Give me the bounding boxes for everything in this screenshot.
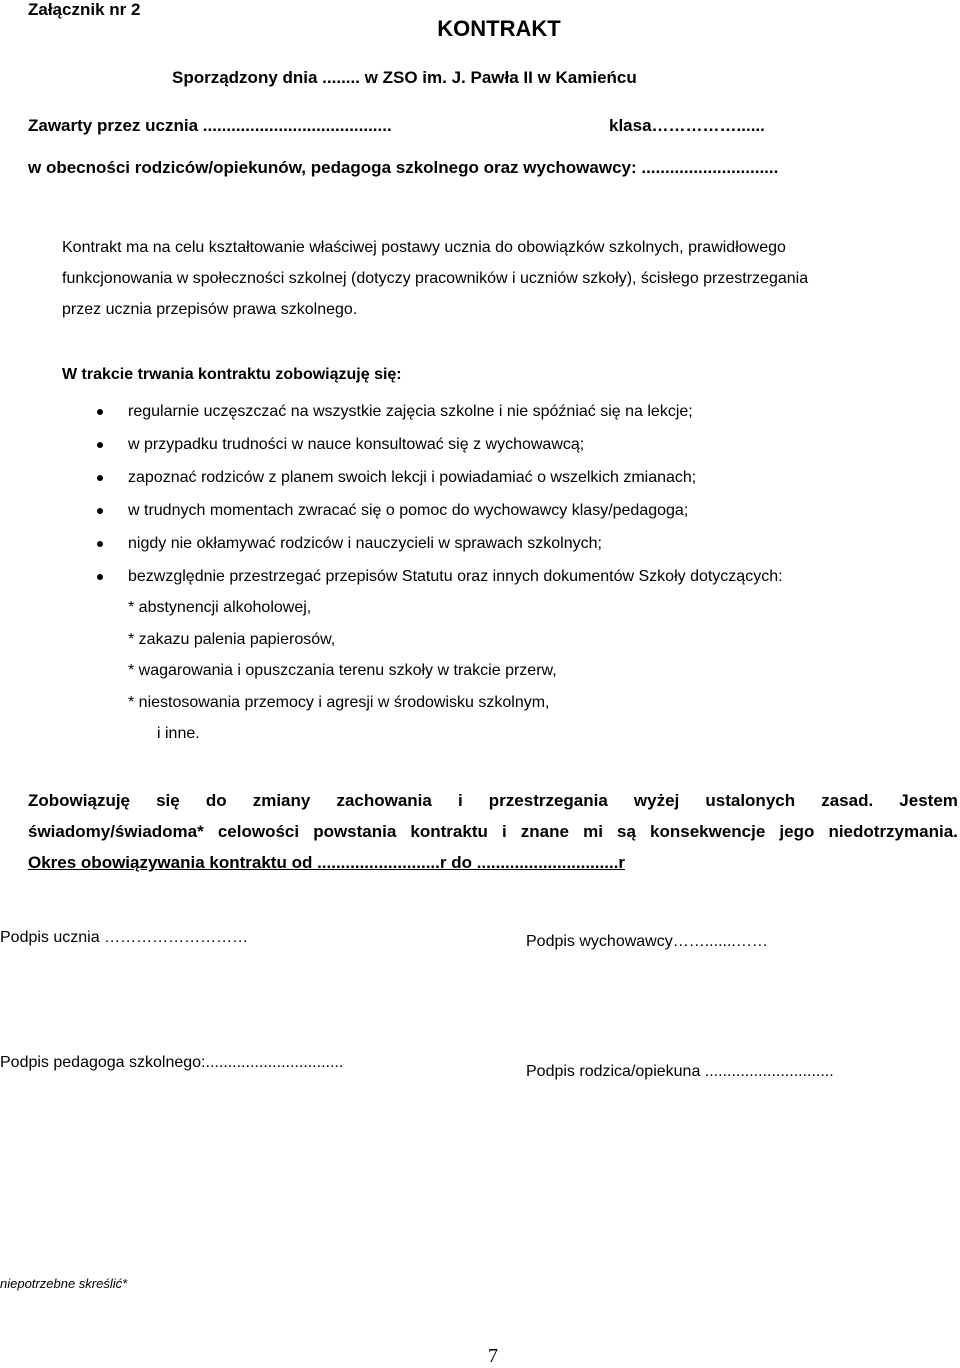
declaration-word: Jestem [899, 791, 958, 810]
declaration-word: są [617, 822, 636, 841]
list-item: regularnie uczęszczać na wszystkie zajęcia szkolne i nie spóźniać się na lekcje; [96, 396, 783, 429]
declaration-word: powstania [313, 822, 397, 841]
declaration-word: kontraktu [410, 822, 488, 841]
declaration-word: znane [520, 822, 569, 841]
declaration-word: celowości [217, 822, 300, 841]
declaration-word: mi [583, 822, 603, 841]
declaration-word: przestrzegania [488, 791, 608, 810]
list-item: * niestosowania przemocy i agresji w środowisku szkolnym, [128, 693, 550, 711]
declaration-word: zasad. [821, 791, 874, 810]
commitments-heading: W trakcie trwania kontraktu zobowiązuję się: [62, 366, 402, 383]
attachment-label: Załącznik nr 2 [28, 0, 141, 19]
list-item: * wagarowania i opuszczania terenu szkoły w trakcie przerw, [128, 662, 557, 679]
student-signature: Podpis ucznia ……………………… [0, 929, 249, 946]
pedagogue-signature: Podpis pedagoga szkolnego:............................... [0, 1054, 344, 1071]
student-field: Zawarty przez ucznia ........................................ [28, 116, 392, 135]
contract-period: Okres obowiązywania kontraktu od ..........................r do ..............................r [28, 853, 626, 872]
declaration-word: i [457, 791, 463, 810]
list-item: * abstynencji alkoholowej, [128, 599, 312, 616]
bullet-icon [97, 442, 103, 448]
bullet-icon [97, 409, 103, 415]
commitments-list [96, 396, 783, 594]
intro-line: Kontrakt ma na celu kształtowanie właściwej postawy ucznia do obowiązków szkolnych, prawidłowego [62, 239, 786, 256]
teacher-signature: Podpis wychowawcy…….......…… [526, 933, 768, 950]
drawn-up-line: Sporządzony dnia ........ w ZSO im. J. Pawła II w Kamieńcu [172, 68, 637, 87]
statute-subitems [128, 592, 557, 750]
bullet-icon [97, 475, 103, 481]
presence-line: w obecności rodziców/opiekunów, pedagoga szkolnego oraz wychowawcy: ............................. [28, 158, 779, 177]
declaration-word: się [156, 791, 180, 810]
intro-paragraph [62, 232, 942, 325]
parent-signature: Podpis rodzica/opiekuna ............................. [526, 1063, 834, 1080]
document-title: KONTRAKT [437, 16, 561, 41]
list-item: w trudnych momentach zwracać się o pomoc do wychowawcy klasy/pedagoga; [96, 495, 783, 528]
declaration-word: świadomy/świadoma* [28, 822, 204, 841]
list-item: i inne. [157, 725, 200, 742]
declaration-word: niedotrzymania. [828, 822, 958, 841]
list-item: bezwzględnie przestrzegać przepisów Statutu oraz innych dokumentów Szkoły dotyczących: [96, 561, 783, 594]
declaration-word: ustalonych [705, 791, 796, 810]
declaration-line [28, 816, 958, 847]
declaration-paragraph [28, 785, 958, 878]
list-item: * zakazu palenia papierosów, [128, 630, 336, 648]
declaration-word: zmiany [252, 791, 311, 810]
footnote: niepotrzebne skreślić* [0, 1276, 128, 1291]
declaration-word: Zobowiązuję [28, 791, 130, 810]
class-field: klasa……………...... [609, 116, 765, 135]
declaration-word: i [501, 822, 507, 841]
bullet-icon [97, 508, 103, 514]
bullet-icon [97, 541, 103, 547]
declaration-word: do [205, 791, 227, 810]
bullet-icon [97, 574, 103, 580]
declaration-word: jego [779, 822, 815, 841]
page-number: 7 [488, 1345, 498, 1367]
declaration-word: wyżej [633, 791, 680, 810]
declaration-word: konsekwencje [650, 822, 766, 841]
intro-line: funkcjonowania w społeczności szkolnej (dotyczy pracowników i uczniów szkoły), ścisłego przestrzegania [62, 270, 809, 287]
declaration-line [28, 785, 958, 816]
list-item: nigdy nie okłamywać rodziców i nauczycieli w sprawach szkolnych; [96, 528, 783, 561]
declaration-word: zachowania [336, 791, 432, 810]
list-item: zapoznać rodziców z planem swoich lekcji i powiadamiać o wszelkich zmianach; [96, 462, 783, 495]
intro-line: przez ucznia przepisów prawa szkolnego. [62, 301, 358, 318]
list-item: w przypadku trudności w nauce konsultować się z wychowawcą; [96, 429, 783, 462]
